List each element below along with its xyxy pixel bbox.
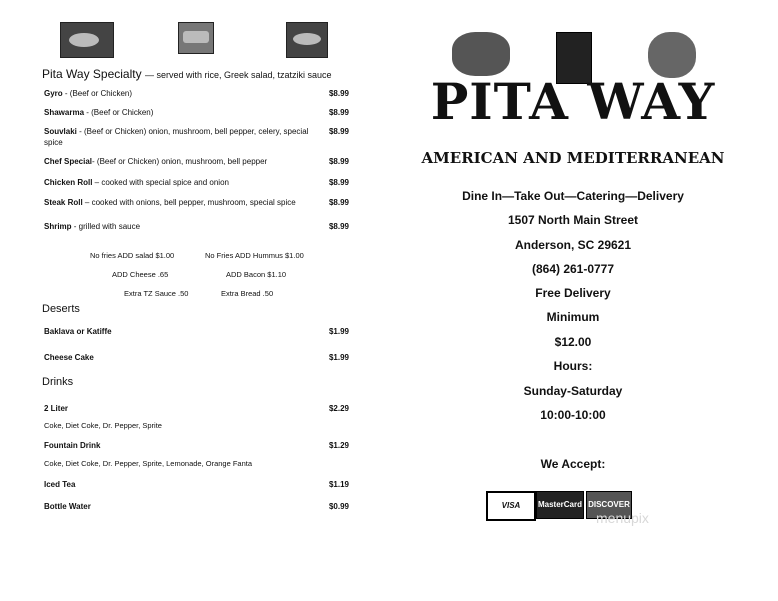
menu-item: 2 Liter $2.29 (44, 404, 349, 413)
food-photos (60, 22, 340, 60)
drink-options: Coke, Diet Coke, Dr. Pepper, Sprite (44, 421, 162, 430)
deserts-title: Deserts (42, 303, 80, 315)
menu-item: Baklava or Katiffe $1.99 (44, 327, 349, 336)
addon-option: No fries ADD salad $1.00 (90, 251, 175, 260)
phone-number: (864) 261-0777 (531, 262, 615, 276)
drinks-title: Drinks (42, 376, 74, 388)
menu-item: Gyro - (Beef or Chicken) $8.99 (44, 89, 349, 98)
payment-label: We Accept: (540, 457, 606, 471)
addon-option: Extra TZ Sauce .50 (124, 289, 189, 298)
open-hours: 10:00-10:00 (540, 408, 606, 422)
open-days: Sunday-Saturday (523, 384, 623, 398)
menu-item: Steak Roll – cooked with onions, bell pepper, mushroom, special spice $8.99 (44, 198, 349, 207)
menu-item: Souvlaki - (Beef or Chicken) onion, mushroom, bell pepper, celery, special spice $8.99 (44, 127, 349, 147)
menu-item: Cheese Cake $1.99 (44, 353, 349, 362)
menu-item: Bottle Water $0.99 (44, 502, 349, 511)
restaurant-name: PITA WAY (430, 72, 716, 131)
gyro-plate-image (60, 22, 114, 58)
street-address: 1507 North Main Street (507, 213, 639, 227)
menu-item: Fountain Drink $1.29 (44, 441, 349, 450)
menu-item: Shawarma - (Beef or Chicken) $8.99 (44, 108, 349, 117)
sandwich-image (178, 22, 214, 54)
services: Dine In—Take Out—Catering—Delivery (462, 189, 684, 203)
menu-item: Chicken Roll – cooked with special spice and onion $8.99 (44, 178, 349, 187)
menu-item: Iced Tea $1.19 (44, 480, 349, 489)
addon-option: No Fries ADD Hummus $1.00 (205, 251, 304, 260)
menu-item: Shrimp - grilled with sauce $8.99 (44, 222, 349, 231)
visa-card-logo: VISA (486, 491, 536, 521)
falafel-image (452, 32, 510, 76)
menu-item: Chef Special- (Beef or Chicken) onion, mushroom, bell pepper $8.99 (44, 157, 349, 166)
minimum-label: Minimum (546, 310, 600, 324)
roll-image (286, 22, 328, 58)
specialty-title: Pita Way Specialty — served with rice, Greek salad, tzatziki sauce (42, 67, 332, 81)
addon-option: ADD Bacon $1.10 (226, 270, 287, 279)
watermark: menupix (596, 510, 649, 526)
mastercard-logo: MasterCard (536, 491, 584, 519)
hours-label: Hours: (553, 359, 593, 373)
delivery-note: Free Delivery (535, 286, 611, 300)
minimum-value: $12.00 (554, 335, 592, 349)
drink-options: Coke, Diet Coke, Dr. Pepper, Sprite, Lemonade, Orange Fanta (44, 459, 253, 468)
city-state-zip: Anderson, SC 29621 (514, 238, 632, 252)
tagline: AMERICAN AND MEDITERRANEAN (421, 149, 725, 167)
addon-option: Extra Bread .50 (221, 289, 274, 298)
discover-card-logo: DISCOVER (586, 491, 632, 519)
addon-option: ADD Cheese .65 (112, 270, 169, 279)
